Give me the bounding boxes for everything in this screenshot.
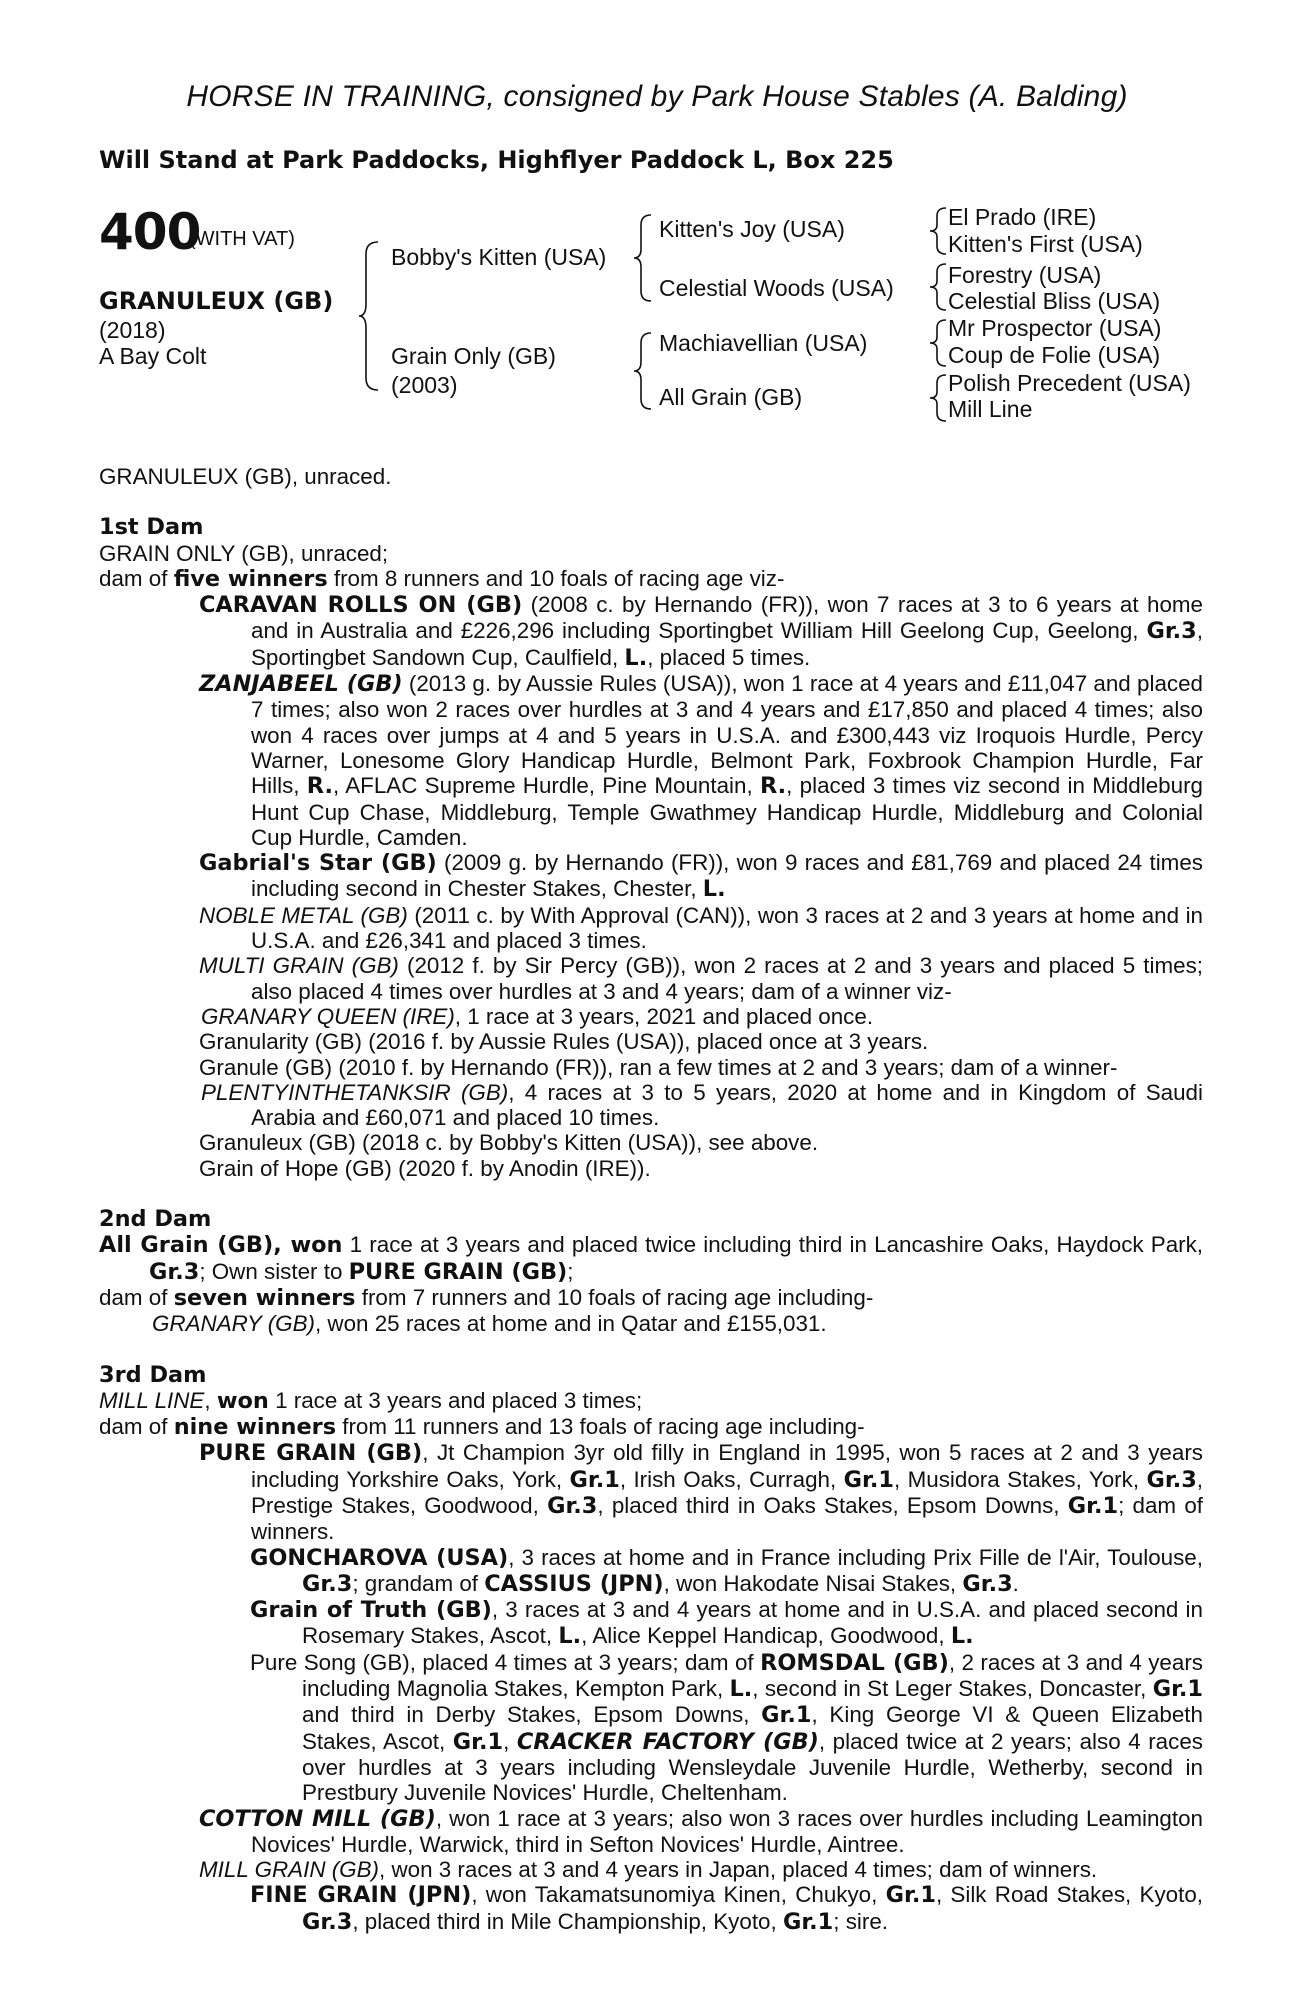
third-dam-heading: 3rd Dam (99, 1361, 207, 1388)
pedigree-brace-ss (928, 206, 950, 256)
pedigree-ddd: Mill Line (948, 396, 1033, 422)
progeny-granule: Granule (GB) (2010 f. by Hernando (FR)), ran a few times at 2 and 3 years; dam of a winner- (199, 1054, 1118, 1080)
progeny-noble-metal: NOBLE METAL (GB) (2011 c. by With Approval (CAN)), won 3 races at 2 and 3 years at home and in U.S.A. and £26,341 and placed 3 times. (199, 902, 1203, 954)
pedigree-sdd: Celestial Bliss (USA) (948, 288, 1161, 314)
progeny-granuleux: Granuleux (GB) (2018 c. by Bobby's Kitten (USA)), see above. (199, 1130, 819, 1156)
pedigree-brace-dam (633, 331, 655, 411)
intro-line: GRANULEUX (GB), unraced. (99, 464, 392, 489)
vat-note: (WITH VAT) (189, 228, 295, 250)
pedigree-dss: Mr Prospector (USA) (948, 315, 1162, 341)
pedigree-dam-dam: All Grain (GB) (659, 384, 803, 410)
stand-location: Will Stand at Park Paddocks, Highflyer Paddock L, Box 225 (99, 146, 894, 174)
first-dam-heading: 1st Dam (99, 514, 204, 541)
consignor-title: HORSE IN TRAINING, consigned by Park House Stables (A. Balding) (186, 80, 1128, 113)
pedigree-ssd: Kitten's First (USA) (948, 231, 1143, 257)
grandprogeny-plentyinthetanksir: PLENTYINTHETANKSIR (GB), 4 races at 3 to 5 years, 2020 at home and in Kingdom of Saudi Arabia and £60,071 and placed 10 times. (201, 1079, 1203, 1131)
pedigree-sire-dam: Celestial Woods (USA) (659, 275, 894, 301)
third-dam-record: MILL LINE, won 1 race at 3 years and placed 3 times; (99, 1387, 643, 1414)
catalogue-body (99, 464, 1203, 1935)
first-dam-summary: dam of five winners from 8 runners and 10 foals of racing age viz- (99, 565, 785, 592)
pedigree-brace-dd (928, 373, 950, 423)
pedigree-brace-sd (928, 262, 950, 312)
progeny-cotton-mill: COTTON MILL (GB), won 1 race at 3 years; also won 3 races over hurdles including Leamington Novices' Hurdle, Warwick, third in Sefton Novices' Hurdle, Aintree. (199, 1805, 1204, 1857)
grandprogeny-goncharova: GONCHAROVA (USA), 3 races at home and in France including Prix Fille de l'Air, Toulouse, Gr.3; grandam of CASSIUS (JPN), won Hakodate Nisai Stakes, Gr.3. (250, 1544, 1203, 1597)
grandprogeny-granary-queen: GRANARY QUEEN (IRE), 1 race at 3 years, 2021 and placed once. (201, 1003, 874, 1029)
progeny-granularity: Granularity (GB) (2016 f. by Aussie Rules (USA)), placed once at 3 years. (199, 1029, 929, 1055)
progeny-granary: GRANARY (GB), won 25 races at home and in Qatar and £155,031. (152, 1311, 827, 1337)
horse-name: GRANULEUX (GB) (99, 287, 334, 315)
pedigree-sss: El Prado (IRE) (948, 204, 1097, 230)
pedigree-dam-sire: Machiavellian (USA) (659, 330, 868, 356)
pedigree-dam: Grain Only (GB) (391, 343, 556, 369)
horse-description: A Bay Colt (99, 343, 207, 369)
grandprogeny-grain-of-truth: Grain of Truth (GB), 3 races at 3 and 4 years at home and in U.S.A. and placed second in Rosemary Stakes, Ascot, L., Alice Keppel Handicap, Goodwood, L. (250, 1597, 1203, 1650)
pedigree-brace-ds (928, 318, 950, 368)
progeny-grain-of-hope: Grain of Hope (GB) (2020 f. by Anodin (IRE)). (199, 1155, 651, 1181)
grandprogeny-pure-song: Pure Song (GB), placed 4 times at 3 years; dam of ROMSDAL (GB), 2 races at 3 and 4 years including Magnolia Stakes, Kempton Park, L., second in St Leger Stakes, Doncaster, Gr.1 and third in Derby Stakes, Epsom Downs, Gr.1, King George VI & Queen Elizabeth Stakes, Ascot, Gr.1, CRACKER FACTORY (GB), placed twice at 2 years; also 4 races over hurdles at 3 years including Wensleydale Juvenile Hurdle, Wetherby, second in Prestbury Juvenile Novices' Hurdle, Cheltenham. (250, 1649, 1203, 1806)
second-dam-heading: 2nd Dam (99, 1206, 212, 1233)
pedigree-dds: Polish Precedent (USA) (948, 370, 1191, 396)
pedigree-brace-sire (633, 213, 655, 303)
pedigree-sire: Bobby's Kitten (USA) (391, 244, 607, 270)
second-dam-record: All Grain (GB), won 1 race at 3 years and placed twice including third in Lancashire Oaks, Haydock Park, Gr.3; Own sister to PURE GRAIN (GB); (99, 1232, 1204, 1285)
progeny-mill-grain: MILL GRAIN (GB), won 3 races at 3 and 4 years in Japan, placed 4 times; dam of winners. (199, 1857, 1098, 1883)
pedigree-sire-sire: Kitten's Joy (USA) (659, 216, 845, 242)
pedigree-dsd: Coup de Folie (USA) (948, 342, 1161, 368)
pedigree-sds: Forestry (USA) (948, 262, 1102, 288)
pedigree-dam-year: (2003) (391, 372, 458, 398)
grandprogeny-fine-grain: FINE GRAIN (JPN), won Takamatsunomiya Kinen, Chukyo, Gr.1, Silk Road Stakes, Kyoto, Gr.3, placed third in Mile Championship, Kyoto, Gr.1; sire. (250, 1882, 1203, 1935)
lot-number: 400 (99, 203, 201, 261)
pedigree-brace-main (358, 240, 382, 392)
horse-year: (2018) (99, 317, 166, 343)
progeny-multi-grain: MULTI GRAIN (GB) (2012 f. by Sir Percy (GB)), won 2 races at 2 and 3 years and placed 5 times; also placed 4 times over hurdles at 3 and 4 years; dam of a winner viz- (199, 953, 1203, 1004)
third-dam-summary: dam of nine winners from 11 runners and 13 foals of racing age including- (99, 1414, 865, 1441)
first-dam-name: GRAIN ONLY (GB), unraced; (99, 540, 389, 566)
second-dam-summary: dam of seven winners from 7 runners and 10 foals of racing age including- (99, 1284, 874, 1311)
progeny-caravan-rolls-on: CARAVAN ROLLS ON (GB) (2008 c. by Hernando (FR)), won 7 races at 3 to 6 years at home and in Australia and £226,296 including Sportingbet William Hill Geelong Cup, Geelong, Gr.3, Sportingbet Sandown Cup, Caulfield, L., placed 5 times. (199, 592, 1203, 671)
progeny-gabrials-star: Gabrial's Star (GB) (2009 g. by Hernando (FR)), won 9 races and £81,769 and placed 24 times including second in Chester Stakes, Chester, L. (199, 850, 1203, 903)
progeny-zanjabeel: ZANJABEEL (GB) (2013 g. by Aussie Rules (USA)), won 1 race at 4 years and £11,047 and placed 7 times; also won 2 races over hurdles at 3 and 4 years and £17,850 and placed 4 times; also won 4 races over jumps at 4 and 5 years in U.S.A. and £300,443 viz Iroquois Hurdle, Percy Warner, Lonesome Glory Handicap Hurdle, Belmont Park, Foxbrook Champion Hurdle, Far Hills, R., AFLAC Supreme Hurdle, Pine Mountain, R., placed 3 times viz second in Middleburg Hunt Cup Chase, Middleburg, Temple Gwathmey Handicap Hurdle, Middleburg and Colonial Cup Hurdle, Camden. (199, 671, 1203, 850)
progeny-pure-grain: PURE GRAIN (GB), Jt Champion 3yr old filly in England in 1995, won 5 races at 2 and 3 years including Yorkshire Oaks, York, Gr.1, Irish Oaks, Curragh, Gr.1, Musidora Stakes, York, Gr.3, Prestige Stakes, Goodwood, Gr.3, placed third in Oaks Stakes, Epsom Downs, Gr.1; dam of winners. (199, 1440, 1204, 1545)
